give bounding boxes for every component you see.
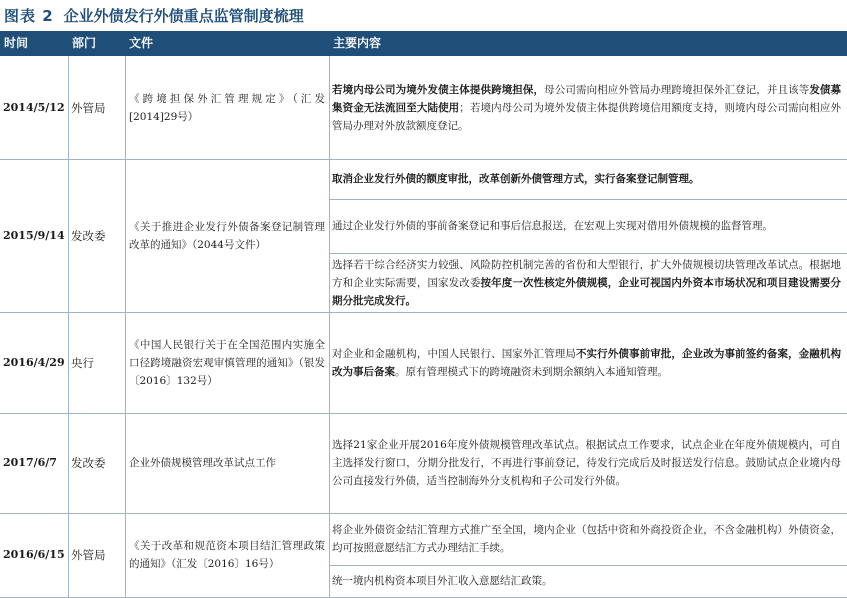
date-cell-text: 2016/6/15 (3, 548, 65, 561)
header-dept: 部门 (72, 36, 97, 50)
header-date: 时间 (4, 36, 29, 50)
date-cell-text: 2016/4/29 (3, 355, 65, 369)
date-cell-text: 2014/5/12 (3, 100, 65, 114)
content-cell (329, 513, 847, 565)
content-text: 母公司需向相应外管局办理跨境担保外汇登记，并且该等 (544, 83, 810, 96)
content-paragraph (332, 256, 841, 310)
document-cell (125, 413, 329, 513)
table-row (0, 56, 847, 160)
document-cell (125, 312, 329, 413)
content-cell (329, 413, 847, 513)
content-cell (329, 199, 847, 253)
content-paragraph (332, 81, 841, 135)
document-cell-text: 《关于推进企业发行外债备案登记制管理改革的通知》（2044号文件） (129, 220, 325, 251)
content-bold-text: 取消企业发行外债的额度审批，改革创新外债管理方式，实行备案登记制管理。 (332, 173, 700, 185)
document-cell-text: 企业外债规模管理改革试点工作 (129, 457, 276, 469)
content-bold-text: 发债募集资金无法流回至大陆使用 (332, 83, 842, 114)
document-cell (125, 159, 329, 312)
content-paragraph (332, 572, 553, 590)
figure-title: 企业外债发行外债重点监管制度梳理 (63, 7, 304, 25)
date-cell-text: 2017/6/7 (3, 456, 57, 469)
content-bold-text: 按年度一次性核定外债规模，企业可视国内外资本市场状况和项目建设需要分期分批完成发行。 (332, 276, 842, 307)
dept-cell-text: 央行 (71, 355, 94, 370)
dept-cell (68, 513, 125, 597)
content-bold-text: 不实行外债事前审批，企业改为事前签约备案，金融机构改为事后备案 (332, 347, 842, 378)
dept-cell-text: 外管局 (71, 548, 106, 562)
header-doc: 文件 (129, 36, 154, 50)
dept-cell (68, 159, 125, 312)
date-cell (0, 413, 68, 513)
dept-cell (68, 312, 125, 413)
date-cell (0, 312, 68, 413)
date-cell (0, 56, 68, 159)
figure-label: 图表 2 (4, 7, 54, 25)
content-paragraph (332, 345, 841, 381)
content-text: 选择21家企业开展2016年度外债规模管理改革试点。根据试点工作要求，试点企业在年度外债规模内，可自主选择发行窗口，分期分批发行，不再进行事前登记，待发行完成后及时报送发行信息。鼓励试点企业境内母公司直接发行外债，适当控制海外分支机构和子公司发行外债。 (332, 439, 841, 487)
content-text: ；若境内母公司为境外发债主体提供跨境信用额度支持，则境内母公司需向相应外管局办理对外放款额度登记。 (332, 101, 842, 132)
date-cell (0, 513, 68, 597)
content-text: 对企业和金融机构，中国人民银行、国家外汇管理局 (332, 347, 576, 360)
document-cell (125, 56, 329, 159)
document-cell-text: 《关于改革和规范资本项目结汇管理政策的通知》（汇发〔2016〕16号） (129, 540, 325, 570)
content-paragraph (332, 436, 841, 490)
content-text: 通过企业发行外债的事前备案登记和事后信息报送，在宏观上实现对借用外债规模的监督管理。 (332, 220, 773, 232)
date-cell (0, 159, 68, 312)
document-cell-text: 《中国人民银行关于在全国范围内实施全口径跨境融资宏观审慎管理的通知》（银发〔2016〕132号） (129, 338, 325, 387)
dept-cell-text: 外管局 (71, 100, 106, 115)
content-text: 选择若干综合经济实力较强、风险防控机制完善的省份和大型银行，扩大外债规模切块管理改革试点。根据地方和企业实际需要，国家发改委 (332, 258, 841, 289)
content-cell (329, 565, 847, 597)
content-paragraph (332, 521, 841, 557)
content-cell (329, 56, 847, 159)
dept-cell (68, 56, 125, 159)
content-text: 统一境内机构资本项目外汇收入意愿结汇政策。 (332, 575, 553, 587)
table-row (0, 413, 847, 514)
dept-cell-text: 发改委 (71, 228, 106, 243)
table-row (0, 312, 847, 414)
header-content: 主要内容 (333, 36, 382, 50)
table-caption (0, 0, 847, 31)
date-cell-text: 2015/9/14 (3, 228, 65, 242)
content-paragraph (332, 170, 700, 188)
content-paragraph (332, 217, 773, 235)
content-cell (329, 312, 847, 413)
table-row (0, 159, 847, 313)
document-cell (125, 513, 329, 597)
content-text: 将企业外债资金结汇管理方式推广至全国，境内企业（包括中资和外商投资企业，不含金融机构）外债资金，均可按照意愿结汇方式办理结汇手续。 (332, 524, 841, 554)
content-text: 。原有管理模式下的跨境融资未到期余额纳入本通知管理。 (395, 365, 668, 378)
content-cell (329, 159, 847, 199)
dept-cell (68, 413, 125, 513)
table-header (0, 31, 847, 56)
document-cell-text: 《跨境担保外汇管理规定》（汇发[2014]29号） (129, 92, 325, 123)
table-row (0, 513, 847, 598)
content-bold-text: 若境内母公司为境外发债主体提供跨境担保， (332, 83, 545, 96)
content-cell (329, 253, 847, 312)
dept-cell-text: 发改委 (71, 456, 106, 470)
